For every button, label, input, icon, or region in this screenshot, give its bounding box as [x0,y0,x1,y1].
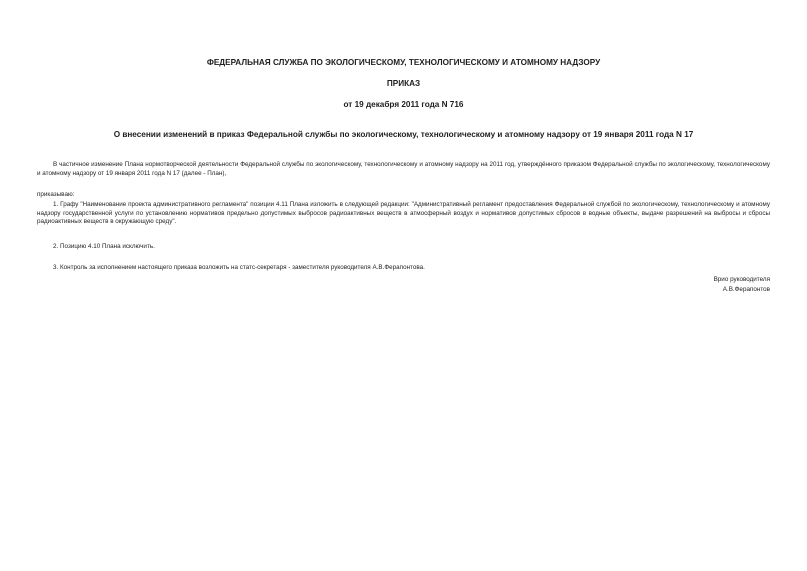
decree-item-3: 3. Контроль за исполнением настоящего приказа возложить на статс-секретаря - заместителя руководителя А.В.Ферапонтова. [53,264,425,271]
signatory-name: А.В.Ферапонтов [722,286,770,293]
decree-item-2: 2. Позицию 4.10 Плана исключить. [53,243,155,250]
decree-word: приказываю: [37,191,75,198]
intro-paragraph: В частичное изменение Плана нормотворческой деятельности Федеральной службы по экологическому, технологическому и атомному надзору на 2011 год, утверждённого приказом Федеральной службы по экологическому, технологическому и атомному надзору от 19 января 2011 года N 17 (далее - План), [37,161,770,177]
decree-item-1: 1. Графу "Наименование проекта административного регламента" позиции 4.11 Плана изложить в следующей редакции: "Административный регламент предоставления Федеральной службой по экологическому, технологическому и атомному надзору государственной услуги по установлению нормативов предельно допустимых выбросов радиоактивных веществ в атмосферный воздух и нормативов допустимых сбросов в водные объекты, выдаче разрешений на выбросы и сбросы радиоактивных веществ в окружающую среду". [37,201,770,226]
document-page [37,0,770,571]
document-type: ПРИКАЗ [386,79,421,88]
document-title: О внесении изменений в приказ Федеральной службы по экологическому, технологическому и атомному надзору от 19 января 2011 года N 17 [113,130,694,139]
agency-heading: ФЕДЕРАЛЬНАЯ СЛУЖБА ПО ЭКОЛОГИЧЕСКОМУ, ТЕХНОЛОГИЧЕСКОМУ И АТОМНОМУ НАДЗОРУ [206,58,601,67]
signatory-position: Врио руководителя [713,276,770,283]
document-date: от 19 декабря 2011 года N 716 [343,100,464,109]
